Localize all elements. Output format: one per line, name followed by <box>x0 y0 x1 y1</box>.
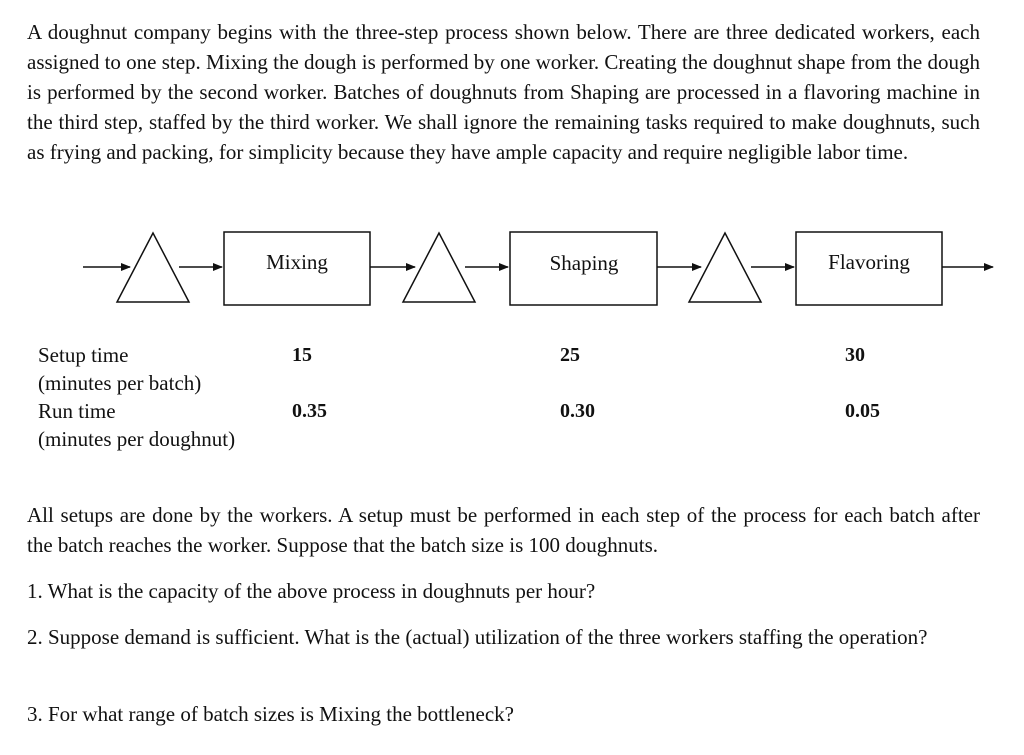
step-label-shaping: Shaping <box>549 251 619 275</box>
setup-value-flavoring: 30 <box>845 344 865 366</box>
step-label-flavoring: Flavoring <box>828 250 910 274</box>
setup-time-label: Setup time <box>38 343 129 367</box>
process-flow-diagram <box>0 225 1024 315</box>
run-value-shaping: 0.30 <box>560 400 595 422</box>
run-value-flavoring: 0.05 <box>845 400 880 422</box>
question-1: 1. What is the capacity of the above process in doughnuts per hour? <box>27 579 596 603</box>
run-time-unit: (minutes per doughnut) <box>38 427 236 451</box>
setup-value-mixing: 15 <box>292 344 312 366</box>
question-2: 2. Suppose demand is sufficient. What is the (actual) utilization of the three workers staffing the operation? <box>27 625 928 649</box>
setup-time-unit: (minutes per batch) <box>38 371 202 395</box>
setup-value-shaping: 25 <box>560 344 580 366</box>
step-label-mixing: Mixing <box>266 250 328 274</box>
run-time-label: Run time <box>38 399 116 423</box>
run-value-mixing: 0.35 <box>292 400 327 422</box>
intro-paragraph: A doughnut company begins with the three-step process shown below. There are three dedicated workers, each assigned to one step. Mixing the dough is performed by one worker. Creating the doughnut shape from the dough is performed by the second worker. Batches of doughnuts from Shaping are processed in a flavoring machine in the third step, staffed by the third worker. We shall ignore the remaining tasks required to make doughnuts, such as frying and packing, for simplicity because they have ample capacity and require negligible labor time. <box>27 20 980 164</box>
setup-rules-paragraph: All setups are done by the workers. A setup must be performed in each step of the process for each batch after the batch reaches the worker. Suppose that the batch size is 100 doughnuts. <box>27 503 980 557</box>
question-3: 3. For what range of batch sizes is Mixing the bottleneck? <box>27 702 514 726</box>
